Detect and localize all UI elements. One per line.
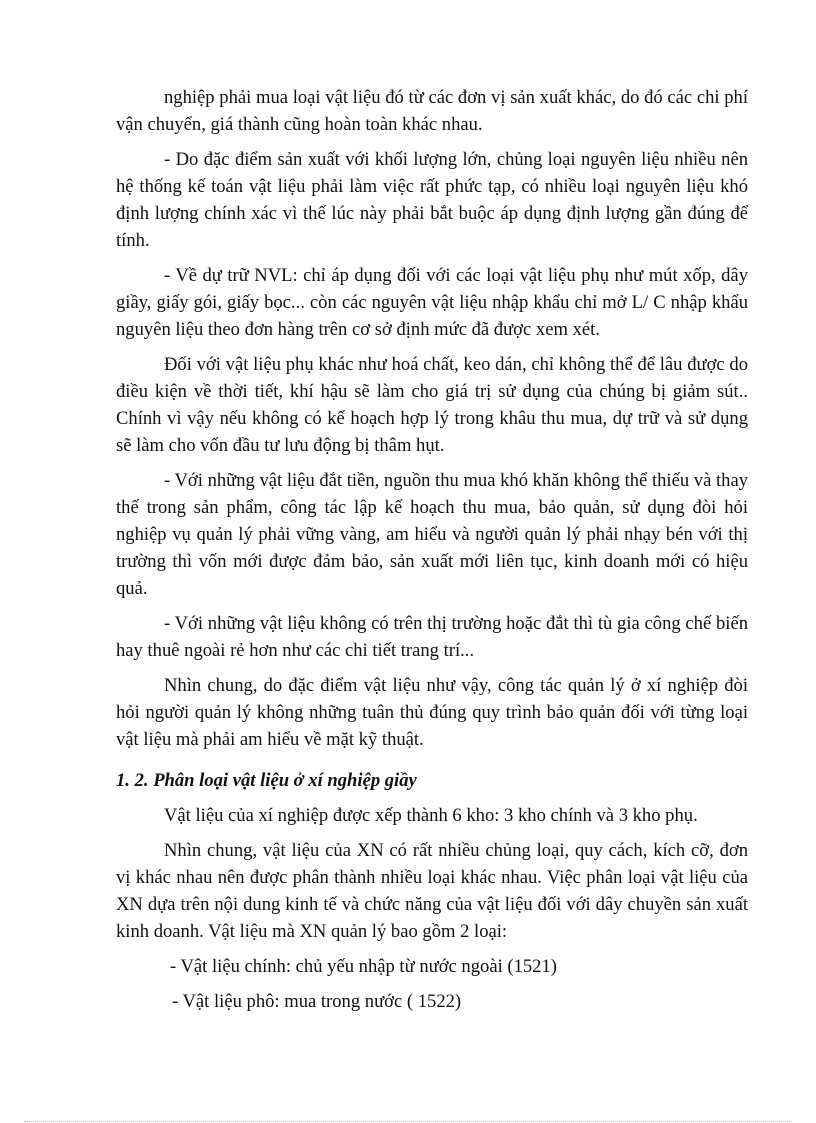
document-page (116, 84, 748, 1023)
page-bottom-divider (24, 1121, 792, 1122)
paragraph: Vật liệu của xí nghiệp được xếp thành 6 kho: 3 kho chính và 3 kho phụ. (164, 805, 698, 826)
list-item: - Vật liệu phô: mua trong nước ( 1522) (172, 991, 462, 1012)
paragraph: - Do đặc điểm sản xuất với khối lượng lớn, chủng loại nguyên liệu nhiều nên hệ thống kế toán vật liệu phải làm việc rất phức tạp, có nhiều loại nguyên liệu khó định lượng chính xác vì thế lúc này phải bắt buộc áp dụng định lượng gần đúng để tính. (116, 149, 748, 251)
paragraph: Đối với vật liệu phụ khác như hoá chất, keo dán, chỉ không thể để lâu được do điều kiện về thời tiết, khí hậu sẽ làm cho giá trị sử dụng của chúng bị giảm sút.. Chính vì vậy nếu không có kế hoạch hợp lý trong khâu thu mua, dự trữ và sử dụng sẽ làm cho vốn đầu tư lưu động bị thâm hụt. (116, 354, 748, 456)
paragraph: Nhìn chung, vật liệu của XN có rất nhiều chủng loại, quy cách, kích cỡ, đơn vị khác nhau nên được phân thành nhiều loại khác nhau. Việc phân loại vật liệu của XN dựa trên nội dung kinh tế và chức năng của vật liệu đối với dây chuyền sản xuất kinh doanh. Vật liệu mà XN quản lý bao gồm 2 loại: (116, 840, 748, 942)
paragraph: - Với những vật liệu đắt tiền, nguồn thu mua khó khăn không thể thiếu và thay thế trong sản phẩm, công tác lập kế hoạch thu mua, bảo quản, sử dụng đòi hỏi nghiệp vụ quản lý phải vững vàng, am hiểu và người quản lý phải nhạy bén với thị trường thì vốn mới được đảm bảo, sản xuất mới liên tục, kinh doanh mới có hiệu quả. (116, 470, 748, 599)
paragraph: - Với những vật liệu không có trên thị trường hoặc đắt thì tù gia công chế biến hay thuê ngoài rẻ hơn như các chi tiết trang trí... (116, 613, 748, 661)
list-item: - Vật liệu chính: chủ yếu nhập từ nước ngoài (1521) (170, 956, 557, 977)
paragraph: - Về dự trữ NVL: chỉ áp dụng đối với các loại vật liệu phụ như mút xốp, dây giầy, giấy gói, giấy bọc... còn các nguyên vật liệu nhập khẩu chỉ mở L/ C nhập khẩu nguyên liệu theo đơn hàng trên cơ sở định mức đã được xem xét. (116, 265, 748, 340)
paragraph: nghiệp phải mua loại vật liệu đó từ các đơn vị sản xuất khác, do đó các chi phí vận chuyển, giá thành cũng hoàn toàn khác nhau. (116, 87, 748, 135)
paragraph: Nhìn chung, do đặc điểm vật liệu như vậy, công tác quản lý ở xí nghiệp đòi hỏi người quản lý không những tuân thủ đúng quy trình bảo quản đối với từng loại vật liệu mà phải am hiểu về mặt kỹ thuật. (116, 675, 748, 750)
section-heading: 1. 2. Phân loại vật liệu ở xí nghiệp giầy (116, 770, 417, 791)
